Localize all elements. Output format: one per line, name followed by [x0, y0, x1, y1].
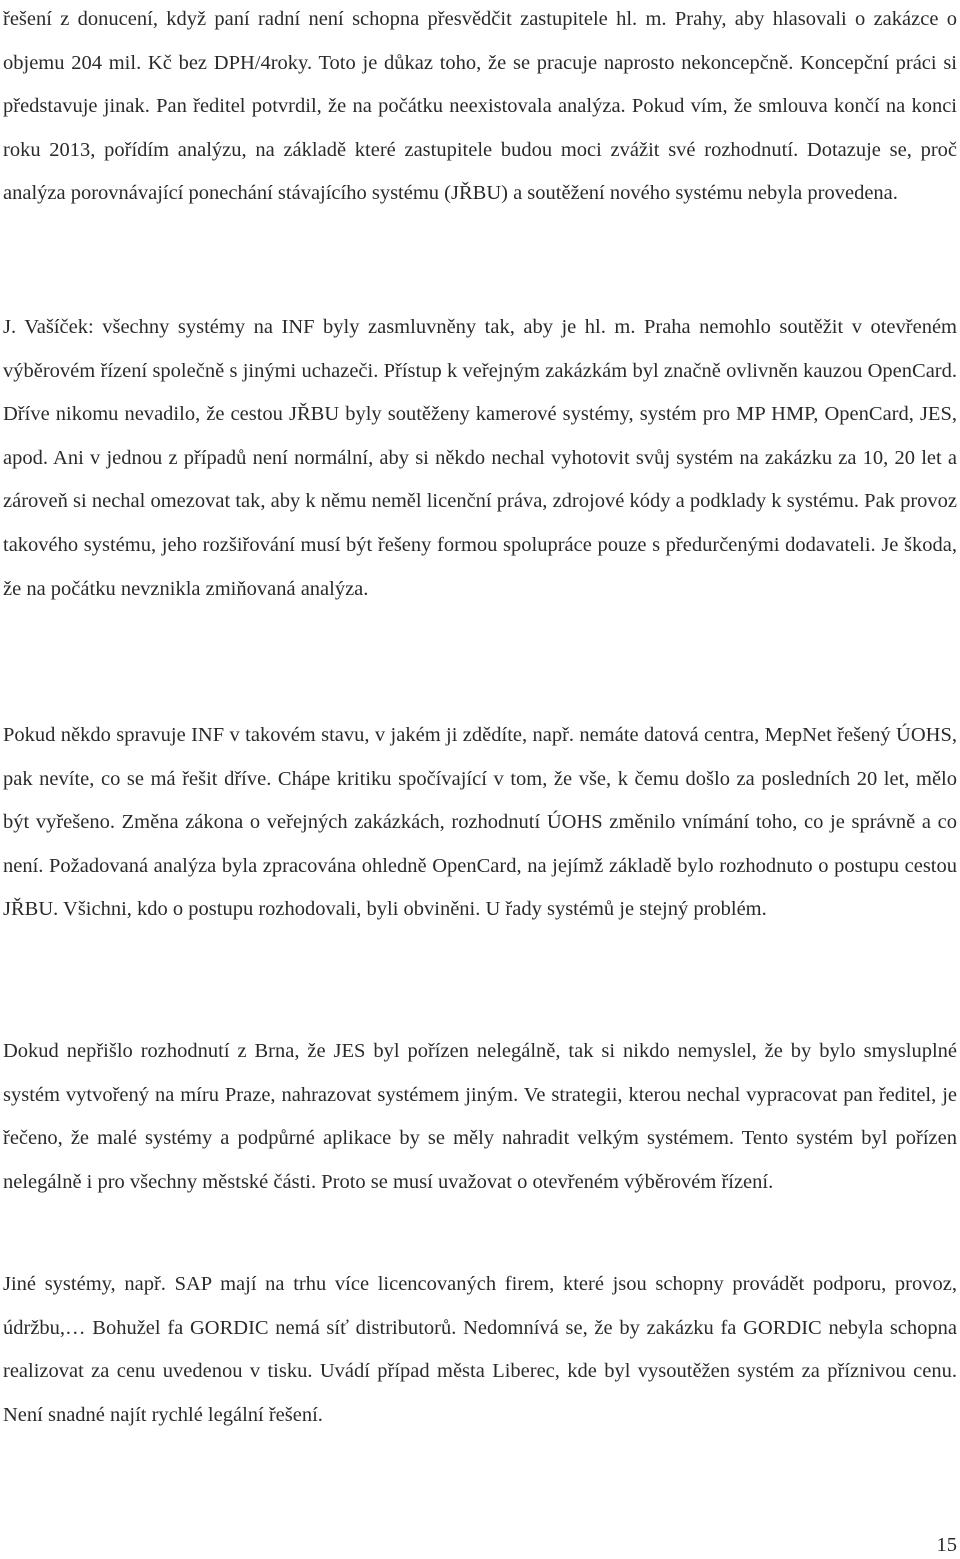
paragraph-1 [3, 0, 957, 216]
paragraph-2-text: J. Vašíček: všechny systémy na INF byly zasmluvněny tak, aby je hl. m. Praha nemohlo soutěžit v otevřeném výběrovém řízení společně s jinými uchazeči. Přístup k veřejným zakázkám byl značně ovlivněn kauzou OpenCard. Dříve nikomu nevadilo, že cestou JŘBU byly soutěženy kamerové systémy, systém pro MP HMP, OpenCard, JES, apod. Ani v jednou z případů není normální, aby si někdo nechal vyhotovit svůj systém na zakázku za 10, 20 let a zároveň si nechal omezovat tak, aby k němu neměl licenční práva, zdrojové kódy a podklady k systému. Pak provoz takového systému, jeho rozšiřování musí být řešeny formou spolupráce pouze s předurčenými dodavateli. Je škoda, že na počátku nevznikla zmiňovaná analýza. [3, 316, 957, 600]
page-number: 15 [936, 1534, 957, 1556]
paragraph-5 [3, 1263, 957, 1437]
paragraph-1-text: řešení z donucení, když paní radní není schopna přesvědčit zastupitele hl. m. Prahy, aby hlasovali o zakázce o objemu 204 mil. Kč bez DPH/4roky. Toto je důkaz toho, že se pracuje naprosto nekoncepčně. Koncepční práci si představuje jinak. Pan ředitel potvrdil, že na počátku neexistovala analýza. Pokud vím, že smlouva končí na konci roku 2013, pořídím analýzu, na základě které zastupitele budou moci zvážit své rozhodnutí. Dotazuje se, proč analýza porovnávající ponechání stávajícího systému (JŘBU) a soutěžení nového systému nebyla provedena. [3, 8, 957, 205]
paragraph-3-text: Pokud někdo spravuje INF v takovém stavu, v jakém ji zdědíte, např. nemáte datová centra, MepNet řešený ÚOHS, pak nevíte, co se má řešit dříve. Chápe kritiku spočívající v tom, že vše, k čemu došlo za posledních 20 let, mělo být vyřešeno. Změna zákona o veřejných zakázkách, rozhodnutí ÚOHS změnilo vnímání toho, co je správně a co není. Požadovaná analýza byla zpracována ohledně OpenCard, na jejímž základě bylo rozhodnuto o postupu cestou JŘBU. Všichni, kdo o postupu rozhodovali, byli obviněni. U řady systémů je stejný problém. [3, 724, 957, 921]
paragraph-3 [3, 714, 957, 932]
paragraph-4-text: Dokud nepřišlo rozhodnutí z Brna, že JES byl pořízen nelegálně, tak si nikdo nemyslel, že by bylo smysluplné systém vytvořený na míru Praze, nahrazovat systémem jiným. Ve strategii, kterou nechal vypracovat pan ředitel, je řečeno, že malé systémy a podpůrné aplikace by se měly nahradit velkým systémem. Tento systém byl pořízen nelegálně i pro všechny městské části. Proto se musí uvažovat o otevřeném výběrovém řízení. [3, 1040, 957, 1193]
paragraph-2 [3, 306, 957, 611]
paragraph-4 [3, 1030, 957, 1204]
paragraph-5-text: Jiné systémy, např. SAP mají na trhu více licencovaných firem, které jsou schopny provádět podporu, provoz, údržbu,… Bohužel fa GORDIC nemá síť distributorů. Nedomnívá se, že by zakázku fa GORDIC nebyla schopna realizovat za cenu uvedenou v tisku. Uvádí případ města Liberec, kde byl vysoutěžen systém za příznivou cenu. Není snadné najít rychlé legální řešení. [3, 1273, 957, 1426]
